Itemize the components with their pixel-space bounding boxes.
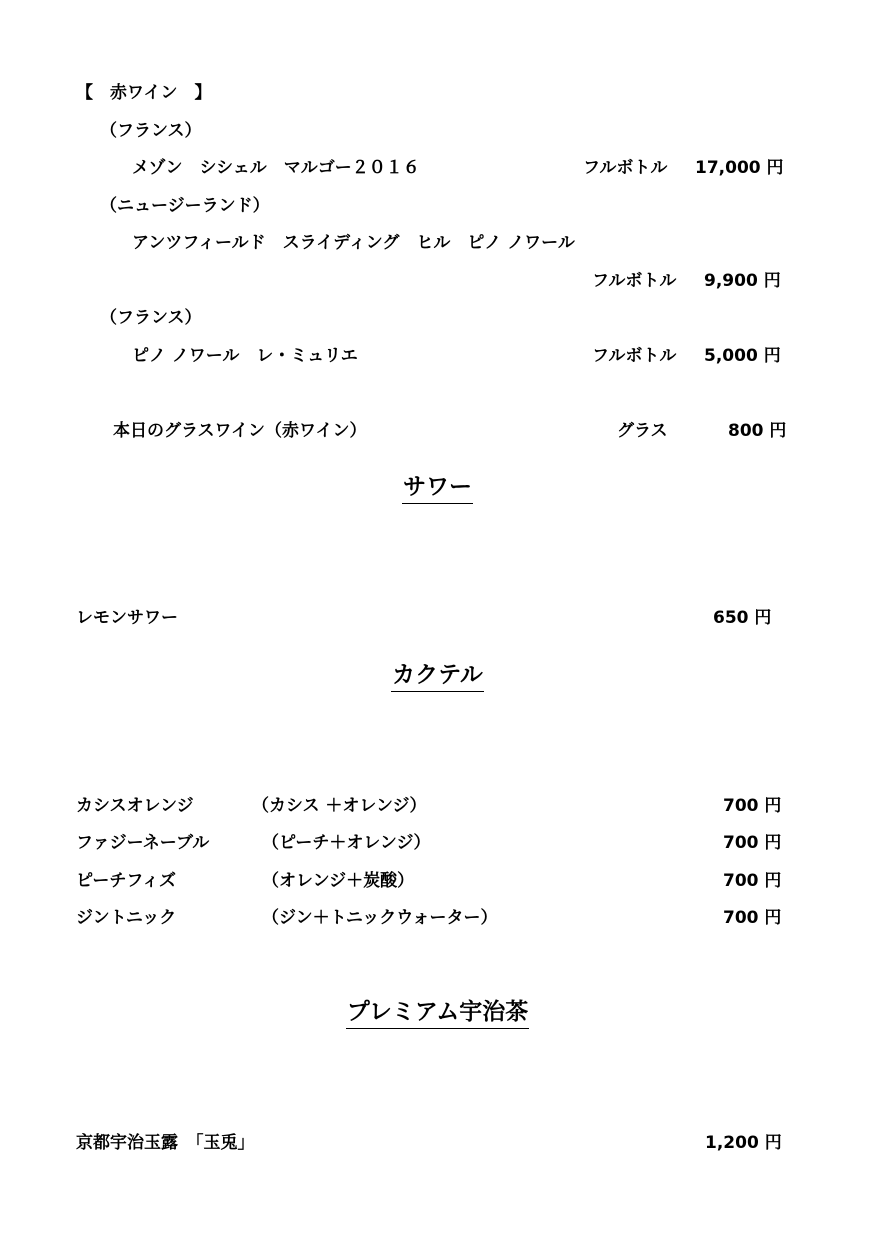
- menu-item-name: ピーチフィズ: [76, 871, 176, 891]
- menu-item-price: 700 円: [723, 833, 782, 853]
- cocktail-section-title: [0, 660, 875, 692]
- glass-wine-name: 本日のグラスワイン（赤ワイン）: [113, 421, 367, 441]
- glass-price: 800 円: [728, 421, 787, 441]
- menu-item-name: ファジーネーブル: [76, 833, 210, 853]
- wine-price: 17,000 円: [695, 158, 784, 178]
- wine-price: 9,900 円: [704, 271, 781, 291]
- menu-item-price: 700 円: [723, 796, 782, 816]
- menu-item-price: 1,200 円: [705, 1133, 782, 1153]
- menu-item-description: （カシス ＋オレンジ）: [252, 796, 427, 816]
- red-wine-heading: 【 赤ワイン 】: [76, 83, 212, 103]
- wine-price: 5,000 円: [704, 346, 781, 366]
- wine-region-label: （ニュージーランド）: [100, 196, 270, 216]
- tea-heading: プレミアム宇治茶: [346, 997, 529, 1029]
- wine-region-label: （フランス）: [100, 308, 202, 328]
- wine-name: ピノ ノワール レ・ミュリエ: [132, 346, 358, 366]
- wine-bottle-size: フルボトル: [592, 271, 677, 291]
- menu-item-description: （ピーチ＋オレンジ）: [262, 833, 431, 853]
- sour-heading: サワー: [402, 472, 473, 504]
- menu-item-name: カシスオレンジ: [76, 796, 194, 816]
- menu-item-price: 700 円: [723, 871, 782, 891]
- tea-section-title: [0, 997, 875, 1029]
- menu-item-name: レモンサワー: [76, 608, 178, 628]
- menu-item-price: 650 円: [713, 608, 772, 628]
- sour-section-title: [0, 472, 875, 504]
- glass-size: グラス: [617, 421, 668, 441]
- menu-item-description: （オレンジ＋炭酸）: [262, 871, 415, 891]
- cocktail-heading: カクテル: [391, 660, 484, 692]
- wine-name: メゾン シシェル マルゴー２０１６: [132, 158, 420, 178]
- wine-name: アンツフィールド スライディング ヒル ピノ ノワール: [132, 233, 575, 253]
- wine-bottle-size: フルボトル: [592, 346, 677, 366]
- wine-bottle-size: フルボトル: [583, 158, 668, 178]
- menu-item-price: 700 円: [723, 908, 782, 928]
- menu-item-description: （ジン＋トニックウォーター）: [262, 908, 498, 928]
- wine-region-label: （フランス）: [100, 121, 202, 141]
- menu-item-name: ジントニック: [76, 908, 177, 928]
- menu-item-name: 京都宇治玉露 「玉兎」: [76, 1133, 255, 1153]
